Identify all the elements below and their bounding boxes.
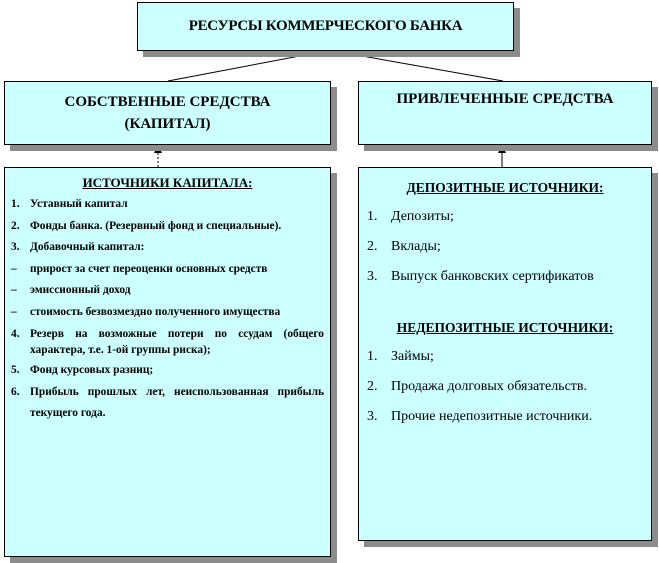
item-marker: 5. (11, 364, 20, 376)
bank-resources-title-text: РЕСУРСЫ КОММЕРЧЕСКОГО БАНКА (188, 18, 463, 34)
capital-source-item (11, 194, 324, 216)
nondeposit-source-item (367, 372, 643, 402)
item-marker: 2. (11, 219, 20, 232)
nondeposit-sources-heading: НЕДЕПОЗИТНЫЕ ИСТОЧНИКИ: (396, 320, 614, 335)
item-text: Уставный капитал (30, 198, 128, 210)
nondeposit-source-item (367, 342, 643, 372)
item-marker: 6. (11, 385, 20, 398)
own-funds-label: СОБСТВЕННЫЕ СРЕДСТВА (64, 93, 271, 110)
capital-source-item (11, 382, 324, 425)
borrowed-funds-label: ПРИВЛЕЧЕННЫЕ СРЕДСТВА (396, 91, 614, 107)
item-text: эмиссионный доход (30, 284, 131, 296)
item-text: Прочие недепозитные источники. (391, 409, 593, 424)
capital-source-item (11, 360, 324, 382)
arrow-borrowed-to-title (334, 51, 503, 81)
item-text: Добавочный капитал: (30, 241, 145, 253)
item-text: Резерв на возможные потери по ссудам (общего характера, т.е. 1-ой группы риска); (30, 328, 324, 356)
arrow-own-to-title (168, 51, 326, 81)
deposit-source-item (367, 202, 643, 232)
borrowed-funds-box (358, 81, 652, 145)
item-marker: 3. (11, 241, 20, 253)
item-text: Займы; (391, 349, 434, 364)
item-marker: 1. (11, 198, 20, 210)
own-funds-box (4, 81, 331, 145)
capital-sources-heading: ИСТОЧНИКИ КАПИТАЛА: (82, 175, 253, 190)
item-marker: 1. (367, 209, 378, 224)
capital-source-item (11, 326, 324, 358)
item-marker: 2. (367, 379, 378, 394)
item-marker: – (11, 262, 17, 275)
item-text: Прибыль прошлых лет, неиспользованная прибыль текущего года. (30, 385, 324, 419)
item-marker: – (11, 284, 17, 296)
item-text: Выпуск банковских сертификатов (391, 269, 594, 284)
attracted-sources-box (358, 167, 652, 541)
item-text: Фонды банка. (Резервный фонд и специальные). (30, 219, 282, 232)
capital-sources-box (4, 167, 331, 557)
capital-source-subitem (11, 302, 324, 324)
item-marker: – (11, 305, 17, 318)
item-text: Фонд курсовых разниц; (30, 364, 154, 376)
capital-source-item (11, 237, 324, 259)
item-marker: 2. (367, 239, 378, 254)
item-marker: 3. (367, 409, 378, 424)
capital-source-subitem (11, 280, 324, 302)
nondeposit-source-item (367, 402, 643, 432)
item-marker: 1. (367, 349, 378, 364)
item-text: Вклады; (391, 239, 441, 254)
item-text: прирост за счет переоценки основных средств (30, 262, 268, 275)
bank-resources-title (137, 2, 514, 51)
item-marker: 4. (11, 328, 20, 340)
capital-source-subitem (11, 259, 324, 281)
item-text: стоимость безвозмездно полученного имущества (30, 305, 281, 318)
own-funds-sublabel: (КАПИТАЛ) (124, 116, 211, 132)
item-text: Депозиты; (391, 209, 454, 224)
deposit-source-item (367, 232, 643, 262)
item-text: Продажа долговых обязательств. (391, 379, 588, 394)
item-marker: 3. (367, 269, 378, 284)
capital-source-item (11, 216, 324, 238)
deposit-sources-heading: ДЕПОЗИТНЫЕ ИСТОЧНИКИ: (406, 180, 604, 195)
deposit-source-item (367, 262, 643, 292)
